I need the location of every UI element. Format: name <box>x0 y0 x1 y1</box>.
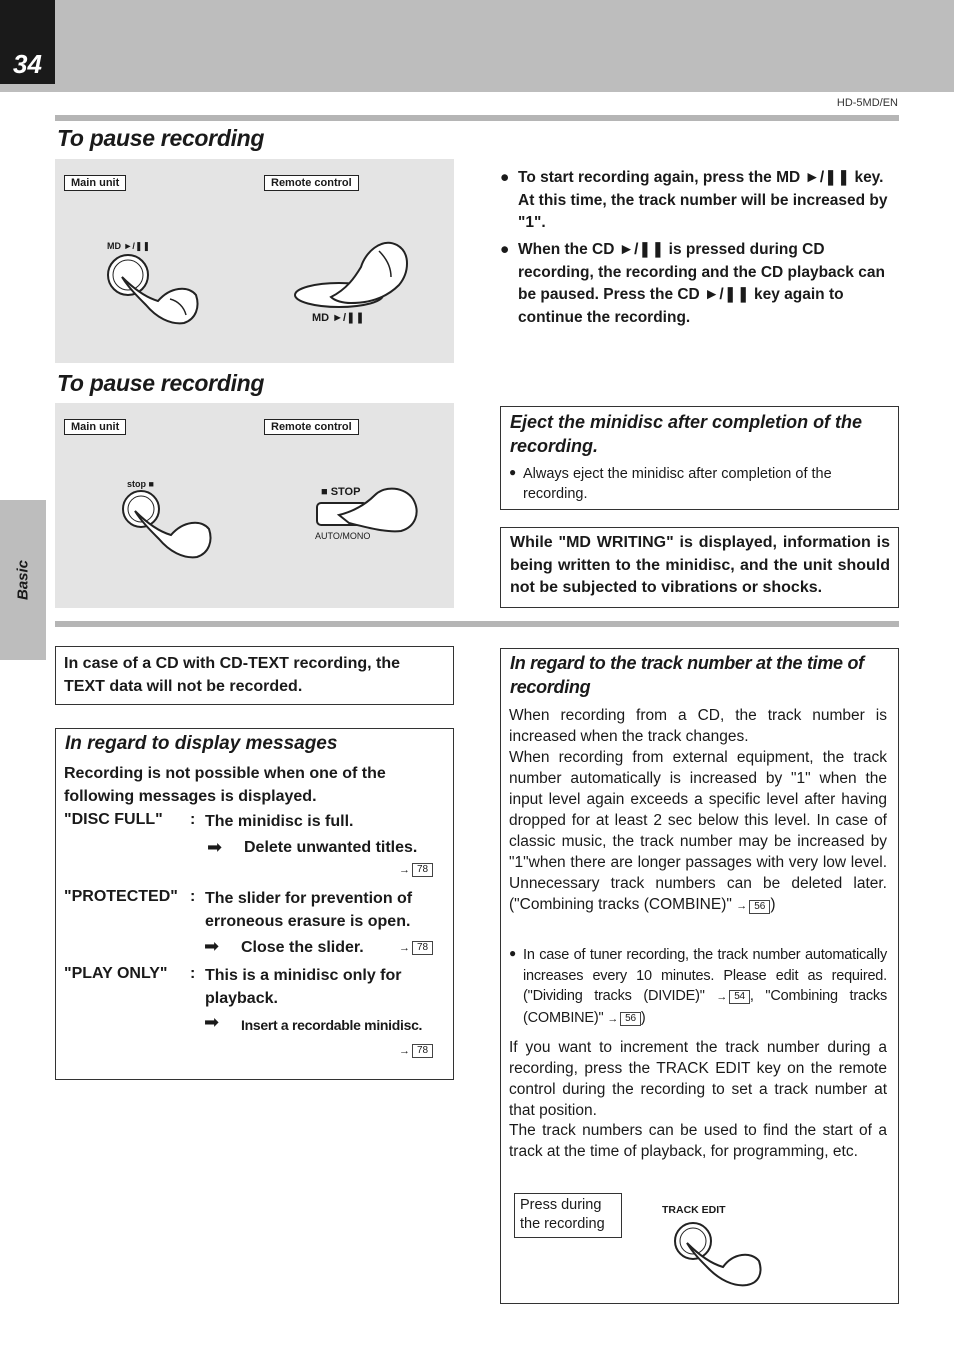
page-ref: → 56 <box>607 1009 641 1030</box>
page-ref <box>399 863 433 877</box>
message-colon: : <box>190 811 196 828</box>
arrow-right-icon: ➡ <box>207 837 223 857</box>
ref-page[interactable]: 78 <box>412 941 433 955</box>
track-para2-text: When recording from external equipment, the track number automatically is increased by "1" when the input level again exceeds a specific level after having dropped for at least 2 sec below this level. In case of classic music, the track number may be increased by "1"when there are longer passages with very low level. Unnecessary track numbers can be deleted later. ("Combining tracks (COMBINE)" <box>509 749 887 913</box>
track-number-title: In regard to the track number at the time of recording <box>510 653 864 697</box>
bullet-dot-icon: ● <box>500 241 510 258</box>
main-unit-label: Main unit <box>64 175 126 191</box>
page-ref: → 54 <box>716 987 750 1008</box>
model-code: HD-5MD/EN <box>836 97 898 109</box>
ref-page[interactable]: 78 <box>412 863 433 877</box>
eject-note-box <box>500 406 899 510</box>
message-desc: The slider for prevention of erroneous erasure is open. <box>205 890 413 930</box>
track-para2: When recording from external equipment, the track number automatically is increased by "1" when the input level again exceeds a specific level after having dropped for at least 2 sec below this level. In case of classic music, the track number may be increased by "1"when there are longer passages with very low level. Unnecessary track numbers can be deleted later. ("Combining tracks (COMBINE)" → 56 ) <box>509 747 887 917</box>
eject-note-text: Always eject the minidisc after completion of the recording. <box>523 466 832 502</box>
track-bullet-text: , "Combining tracks (COMBINE)" <box>523 988 888 1026</box>
remote-control-label: Remote control <box>264 419 359 435</box>
md-writing-note-box <box>500 527 899 608</box>
section2-illustration <box>55 403 454 608</box>
message-key: "PLAY ONLY" <box>64 965 168 982</box>
message-desc: The minidisc is full. <box>205 813 354 830</box>
top-rule <box>55 115 899 121</box>
mid-rule <box>55 621 899 627</box>
message-colon: : <box>190 965 196 982</box>
message-action: Insert a recordable minidisc. <box>241 1017 423 1033</box>
display-messages-intro: Recording is not possible when one of the following messages is displayed. <box>64 765 386 805</box>
arrow-right-icon: ➡ <box>204 1012 220 1032</box>
bullet-dot-icon: ● <box>500 169 510 186</box>
stop-key-label: stop ■ <box>127 479 154 489</box>
finger-press-icon <box>119 487 229 567</box>
bullet-text: To start recording again, press the MD ►/❚❚ key. At this time, the track number will be increased by "1". <box>518 169 888 231</box>
remote-control-label: Remote control <box>264 175 359 191</box>
finger-press-icon <box>291 237 421 317</box>
remote-stop-key-label: ■ STOP <box>321 486 361 498</box>
ref-arrow-icon: → <box>399 1045 410 1057</box>
track-para1: When recording from a CD, the track number is increased when the track changes. <box>509 707 887 745</box>
cd-text-note-text: In case of a CD with CD-TEXT recording, the TEXT data will not be recorded. <box>64 655 401 695</box>
message-desc: This is a minidisc only for playback. <box>205 967 402 1007</box>
main-unit-label: Main unit <box>64 419 126 435</box>
arrow-right-icon: ➡ <box>204 936 220 956</box>
page-number: 34 <box>0 0 55 84</box>
ref-page[interactable]: 56 <box>620 1012 641 1026</box>
section2-title: To pause recording <box>57 370 265 396</box>
auto-mono-label: AUTO/MONO <box>315 531 371 541</box>
track-number-box <box>500 648 899 1304</box>
ref-page[interactable]: 56 <box>749 900 770 914</box>
ref-arrow-icon: → <box>399 864 410 876</box>
header-bar <box>0 0 954 92</box>
message-action: Delete unwanted titles. <box>244 839 418 856</box>
bullet-item <box>500 239 898 329</box>
finger-press-icon <box>671 1219 771 1289</box>
bullet-text: When the CD ►/❚❚ is pressed during CD recording, the recording and the CD playback can be paused. Press the CD ►/❚❚ key again to continue the recording. <box>518 241 885 326</box>
bullet-item <box>500 167 898 235</box>
message-colon: : <box>190 888 196 905</box>
message-key: "PROTECTED" <box>64 888 178 905</box>
track-edit-key-label: TRACK EDIT <box>662 1204 726 1216</box>
ref-arrow-icon: → <box>399 942 410 954</box>
press-during-label: Press during the recording <box>514 1193 622 1238</box>
track-para4: The track numbers can be used to find the start of a track at the time of playback, for programming, etc. <box>509 1122 887 1160</box>
bullet-dot-icon: ● <box>509 465 517 479</box>
md-key-label: MD ►/❚❚ <box>107 241 150 251</box>
ref-page[interactable]: 54 <box>729 990 750 1004</box>
eject-note-title: Eject the minidisc after completion of the recording. <box>510 412 863 456</box>
section1-title: To pause recording <box>57 125 265 151</box>
page-ref <box>399 1044 433 1058</box>
cd-text-note-box <box>55 646 454 705</box>
ref-page[interactable]: 78 <box>412 1044 433 1058</box>
md-writing-note-text: While "MD WRITING" is displayed, information is being written to the minidisc, and the unit should not be subjected to vibrations or shocks. <box>510 534 890 596</box>
page-ref <box>399 941 433 955</box>
display-messages-box <box>55 728 454 1080</box>
message-action: Close the slider. <box>241 939 364 956</box>
page-ref: → 56 <box>736 896 770 917</box>
message-key: "DISC FULL" <box>64 811 163 828</box>
side-tab <box>0 500 46 660</box>
finger-press-icon <box>100 251 210 331</box>
track-bullet: In case of tuner recording, the track number automatically increases every 10 minutes. Please edit as required. ("Dividing tracks (DIVIDE)" → 54 , "Combining tracks (COMBINE)" → 56 ) <box>523 945 887 1029</box>
track-para3: If you want to increment the track number during a recording, press the TRACK EDIT key on the remote control during the recording to set a track number at that position. <box>509 1039 887 1119</box>
section1-illustration <box>55 159 454 363</box>
side-tab-label: Basic <box>14 559 32 601</box>
display-messages-title: In regard to display messages <box>65 733 338 754</box>
bullet-dot-icon: ● <box>509 946 517 960</box>
remote-md-key-label: MD ►/❚❚ <box>312 312 365 324</box>
track-bullet-text: In case of tuner recording, the track number automatically increases every 10 minutes. Please edit as required. ("Dividing tracks (DIVIDE)" <box>523 947 887 1004</box>
